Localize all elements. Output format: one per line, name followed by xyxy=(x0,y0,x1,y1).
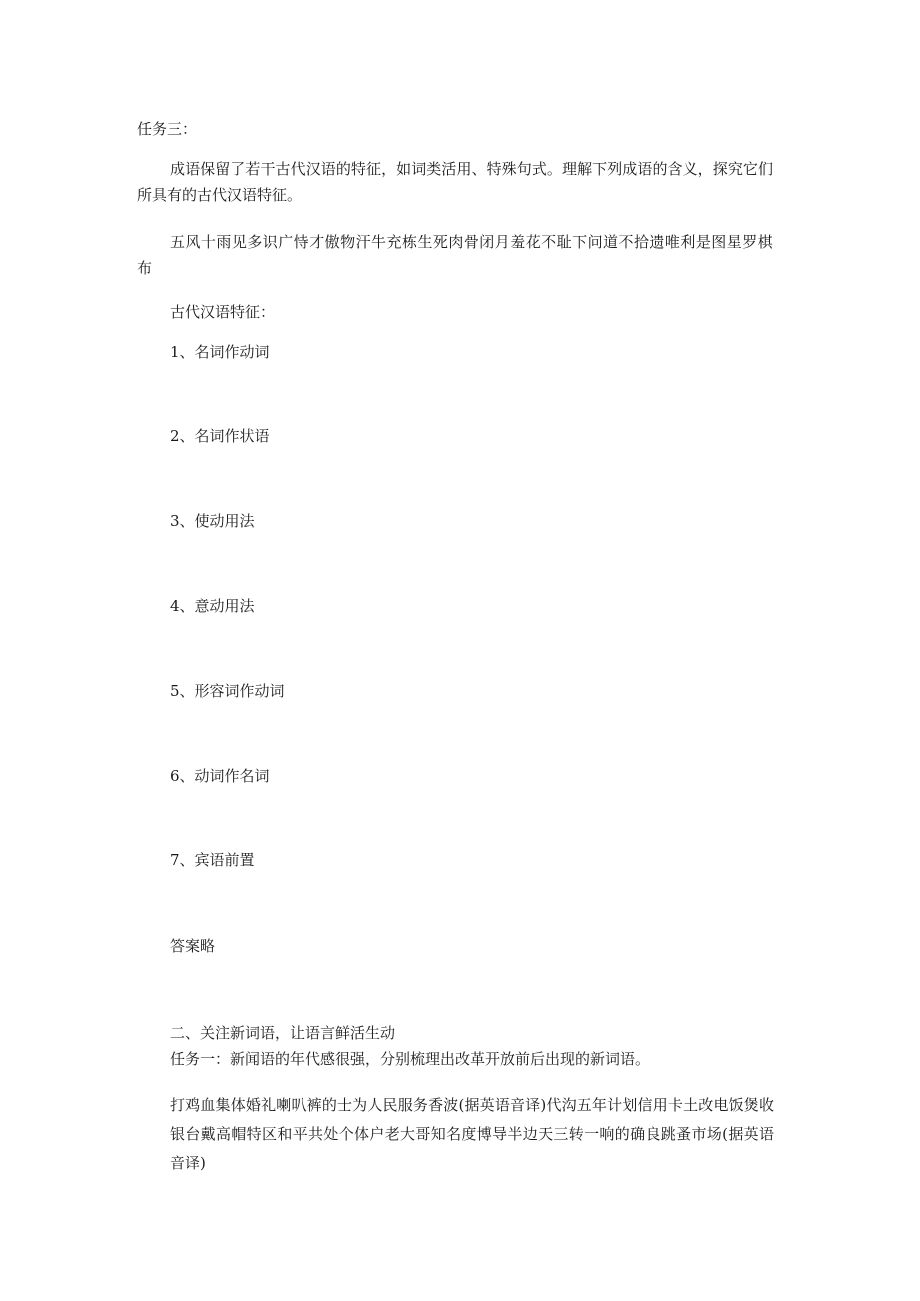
feature-item: 1、名词作动词 xyxy=(170,343,270,361)
new-words-list: 打鸡血集体婚礼喇叭裤的士为人民服务香波(据英语音译)代沟五年计划信用卡土改电饭煲收银台戴高帽特区和平共处个体户老大哥知名度博导半边天三转一响的确良跳蚤市场(据英语音译) xyxy=(170,1096,774,1172)
section2-heading: 二、关注新词语，让语言鲜活生动 xyxy=(170,1024,396,1042)
feature-item: 7、宾语前置 xyxy=(170,851,255,869)
task3-intro: 成语保留了若干古代汉语的特征，如词类活用、特殊句式。理解下列成语的含义，探究它们所具有的古代汉语特征。 xyxy=(137,160,773,204)
feature-item: 4、意动用法 xyxy=(170,597,255,615)
features-label: 古代汉语特征： xyxy=(170,303,276,321)
feature-item: 5、形容词作动词 xyxy=(170,682,285,700)
answer-note: 答案略 xyxy=(170,937,216,955)
task3-heading: 任务三： xyxy=(137,120,198,138)
feature-item: 2、名词作状语 xyxy=(170,427,270,445)
feature-item: 3、使动用法 xyxy=(170,512,255,530)
section2-task1: 任务一：新闻语的年代感很强，分别梳理出改革开放前后出现的新词语。 xyxy=(170,1050,651,1068)
idiom-list: 五风十雨见多识广恃才傲物汗牛充栋生死肉骨闭月羞花不耻下问道不拾遗唯利是图星罗棋布 xyxy=(137,233,773,277)
feature-item: 6、动词作名词 xyxy=(170,767,270,785)
